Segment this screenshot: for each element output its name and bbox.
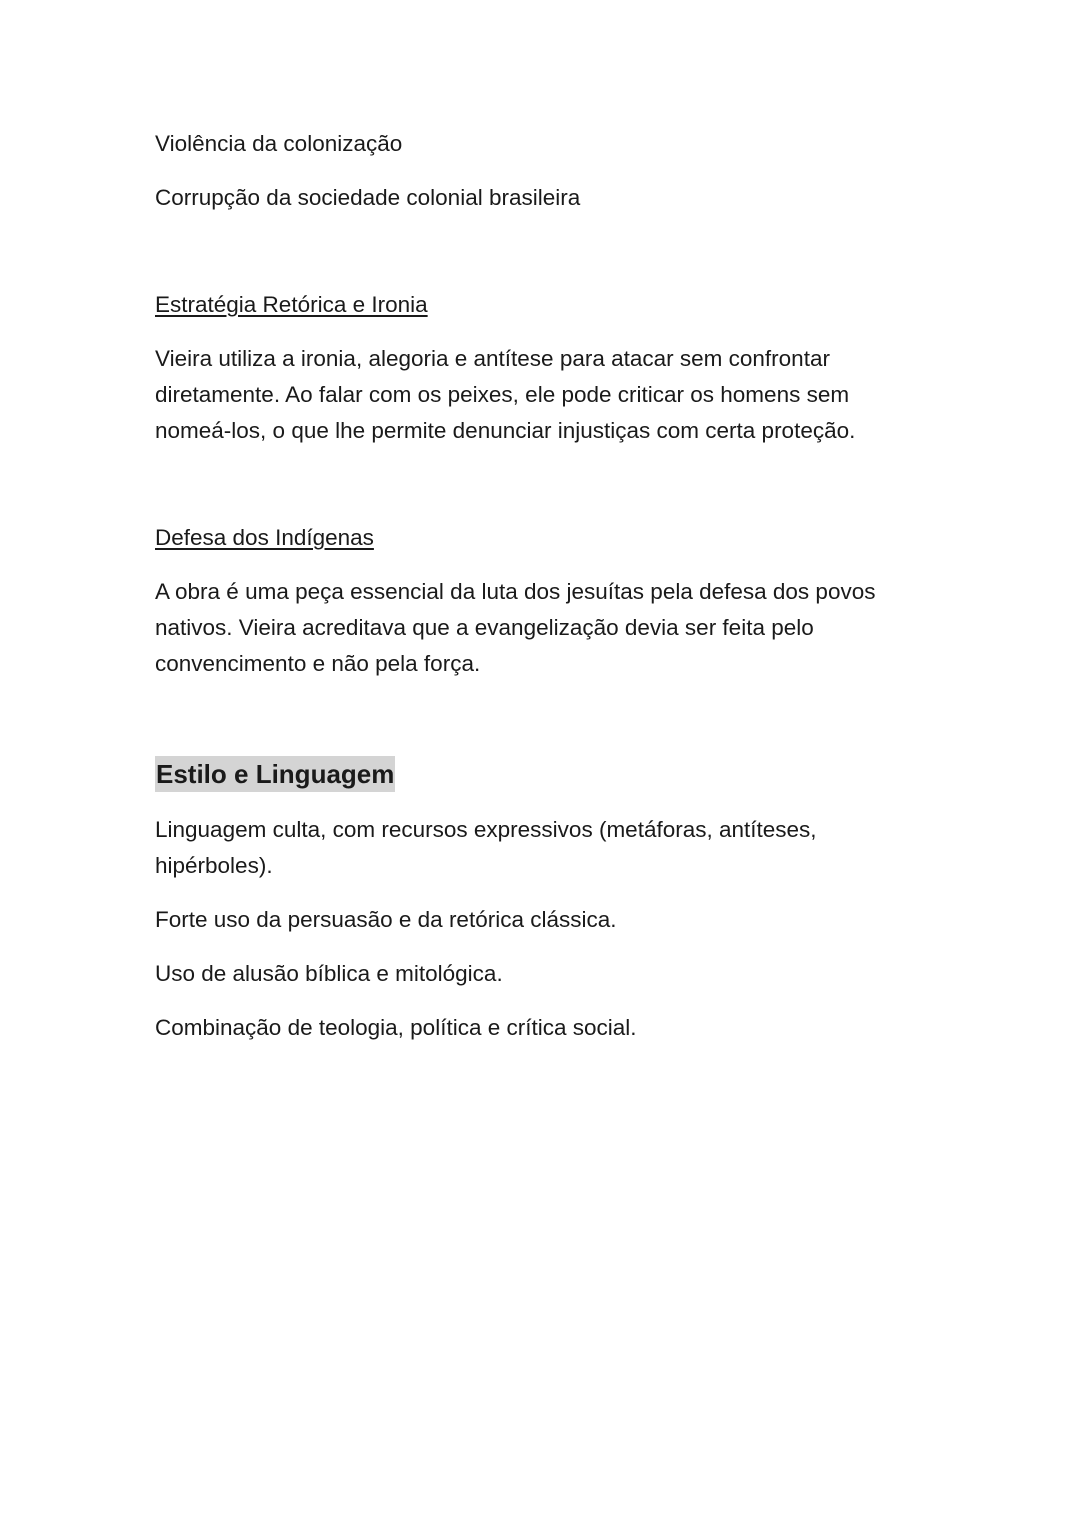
document-content: [155, 126, 915, 1046]
section-heading-style: Estilo e Linguagem: [155, 756, 395, 792]
section-heading-rhetoric: Estratégia Retórica e Ironia: [155, 292, 428, 317]
style-section-heading-wrap: [155, 756, 915, 792]
list-item: Uso de alusão bíblica e mitológica.: [155, 961, 503, 986]
section-heading-indigenous: Defesa dos Indígenas: [155, 525, 374, 550]
section-body-indigenous: A obra é uma peça essencial da luta dos jesuítas pela defesa dos povos nativos. Vieira acreditava que a evangelização devia ser feita pelo convencimento e não pela força.: [155, 579, 876, 676]
section-body-rhetoric: Vieira utiliza a ironia, alegoria e antítese para atacar sem confrontar diretamente. Ao falar com os peixes, ele pode criticar os homens sem nomeá-los, o que lhe permite denunciar injustiças com certa proteção.: [155, 346, 856, 443]
list-item: Corrupção da sociedade colonial brasileira: [155, 185, 581, 210]
list-item: Forte uso da persuasão e da retórica clássica.: [155, 907, 617, 932]
list-item: Linguagem culta, com recursos expressivos (metáforas, antíteses, hipérboles).: [155, 817, 817, 878]
list-item: Combinação de teologia, política e crítica social.: [155, 1015, 637, 1040]
list-item: Violência da colonização: [155, 131, 403, 156]
